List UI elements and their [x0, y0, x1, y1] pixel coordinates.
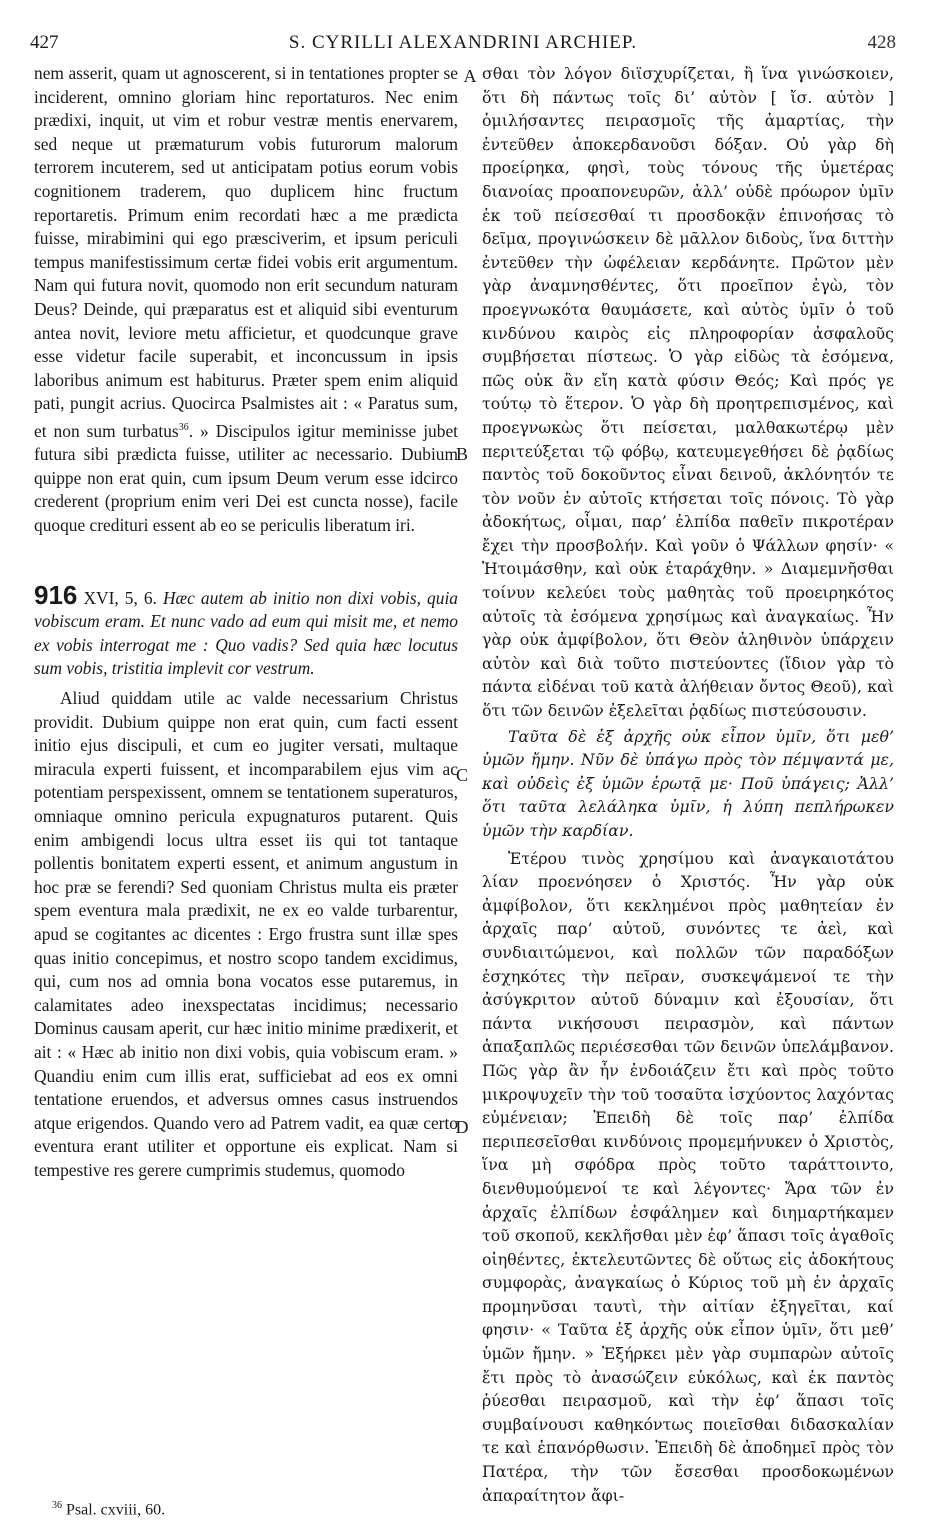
footnote-text: Psal. cxviii, 60.: [66, 1501, 166, 1519]
latin-verse: [34, 579, 458, 681]
verse-text: Hæc autem ab initio non dixi vobis, quia vobiscum eram. Et nunc vado ad eum qui misit me, et nemo ex vobis interrogat me : Quo vadis? Sed quia hæc locutus sum vobis, tristitia implevit cor vestrum.: [34, 587, 458, 679]
footnote: [52, 1500, 165, 1519]
verse-number: 916: [34, 579, 78, 610]
latin-text: . » Discipulos igitur meminisse jubet futura sibi prædicta fuisse, utiliter ac necessario. Dubium quippe non erat quin, cum ipsum Deum verum esse idcirco crederent (proprium enim veri Dei est cuncta nosse), facile quoque credituri essent ab eo se periculis liberatum iri.: [34, 420, 458, 536]
margin-letter-a: A: [463, 66, 477, 86]
latin-paragraph-2: Aliud quiddam utile ac valde necessarium Christus providit. Dubium quippe non erat quin, cum facti essent initio ejus discipuli, et cum eo jugiter versati, multaque miracula experti fuissent, et incomparabilem ejus vim ac potentiam perspexissent, omnem se tentationem superaturos, omniaque omnino pericula expugnaturos putarent. Quis enim ambigendi locus ultra esset iis qui tot tantaque pollentis bonitatem experti essent, et animum angustum in hoc præ se ferendi? Sed quoniam Christus multa eis præter spem eventura mala prædixit, ne ex eo valde turbarentur, apud se cogitantes ac dicentes : Ergo frustra sunt illæ spes quas initio concepimus, et nostro scopo tandem excidimus, qui, cum nos ad omnia bona vocatos esse putaremus, in calamitates adeo inexspectatas incidimus; necessario Dominus causam aperit, cur hæc initio minime prædixerit, et ait : « Hæc ab initio non dixi vobis, quia vobiscum eram. » Quandiu enim cum illis erat, sufficiebat ad eos ex omni tentatione eruendos, et adversus omnes casus instruendos atque erigendos. Quando vero ad Patrem vadit, ea quæ certo eventura erant utiliter et opportune eis explicat. Nam si tempestive res gerere cumprimis studemus, quomodo: [34, 688, 458, 1180]
greek-verse: Ταῦτα δὲ ἐξ ἀρχῆς οὐκ εἶπον ὑμῖν, ὅτι μεθ’ ὑμῶν ἤμην. Νῦν δὲ ὑπάγω πρὸς τὸν πέμψαντά με, καὶ οὐδεὶς ἐξ ὑμῶν ἐρωτᾷ με· Ποῦ ὑπάγεις; Ἀλλ’ ὅτι ταῦτα λελάληκα ὑμῖν, ἡ λύπη πεπλήρωκεν ὑμῶν τὴν καρδίαν.: [482, 726, 894, 840]
greek-paragraph-1: σθαι τὸν λόγον διϊσχυρίζεται, ἢ ἵνα γινώσκοιεν, ὅτι δὴ πάντως τοῖς δι’ αὐτὸν [ ἴσ. αὐτὸν ] ὁμιλήσαντες πειρασμοῖς τῆς ἁμαρτίας, τὴν ἐντεῦθεν ἀποκερδανοῦσι δόξαν. Οὐ γὰρ δὴ προείρηκα, φησὶ, τοὺς τόνους τῆς ὑμετέρας διανοίας προαπονευρῶν, ἀλλ’ οὐδὲ πρόωρον ὑμῖν ἐκ τοῦ πείσεσθαί τι προσδοκᾷν ἐπινοήσας τὸ δεῖμα, προγινώσκειν δὲ μᾶλλον διδοὺς, ἵνα διττὴν ἐντεῦθεν τὴν ὠφέλειαν κερδάνητε. Πρῶτον μὲν γὰρ ἀναμνησθέντες, ὅτι προεῖπον ἐγὼ, τὸν προεγνωκότα θαυμάσετε, καὶ αὐτὸς ὑμῖν ὁ τοῦ κινδύνου καιρὸς εἰς πληροφορίαν ἀσφαλοῦς συμβήσεται πίστεως. Ὁ γὰρ εἰδὼς τὰ ἐσόμενα, πῶς οὐκ ἂν εἴη κατὰ φύσιν Θεός; Καὶ πρός γε τούτῳ τὸ ἕτερον. Ὁ γὰρ δὴ προητρεπισμένος, καὶ προεγνωκὼς ὅτι πείσεται, μαλθακωτέρῳ μὲν περιτεύξεται τῷ φόβῳ, κατευμεγεθήσει δὲ ῥᾳδίως παντὸς τοῦ δοκοῦντος εἶναι δεινοῦ, ἀκλόνητόν τε τὸν νοῦν ἐν αὐτοῖς κτήσεται τοῖς πόνοις. Τὸ γὰρ ἀδοκήτως, οἶμαι, παρ’ ἐλπίδα παθεῖν πικροτέραν ἔχει τὴν προσβολήν. Καὶ γοῦν ὁ Ψάλλων φησίν· « Ἡτοιμάσθην, καὶ οὐκ ἐταράχθην. » Διαμεμνῆσθαι τοίνυν κελεύει τοὺς μαθητὰς τοῦ προειρηκότος αὐτοῖς τὰ ἐσόμενα χρησίμως καὶ ἀναγκαίως. Ἦν γὰρ οὐκ ἀμφίβολον, ὅτι Θεὸν ἀληθινὸν ὑπάρχειν αὐτὸν καὶ διὰ τοῦτο πιστεύοντες (ἴδιον γὰρ τὸ πάντα εἰδέναι τοῦ κατὰ ἀλήθειαν ὄντος Θεοῦ), καὶ ὅτι τῶν δεινῶν ἐξελεῖται ῥᾳδίως πιστεύσουσιν.: [482, 64, 894, 721]
latin-text: nem asserit, quam ut agnoscerent, si in tentationes propter se inciderent, omnino gloriam hinc reportaturos. Nec enim prædixi, inquit, ut vim et robur vestræ mentis enervarem, sed neque ut præmaturum vobis futurorum malorum terrorem incuterem, sed ut anticipatam potius eorum vobis cognitionem traderem, quo duplicem hinc fructum reportaretis. Primum enim recordati hæc a me prædicta fuisse, mirabimini qui ego præsciverim, et ipsum periculi tempus manifestissimum certæ fidei vobis erit argumentum. Nam qui futura novit, quomodo non erit secundum naturam Deus? Deinde, qui præparatus est et aliquid sibi eventurum antea novit, leviore metu afficietur, et quodcunque grave esse videtur facile superabit, et inconcussum in ipsis laboribus animum est habiturus. Præter spem enim aliquid pati, pungit acrius. Quocirca Psalmistes ait : « Paratus sum, et non sum turbatus: [34, 63, 458, 441]
greek-column: [482, 62, 894, 1505]
latin-column: [34, 62, 458, 1183]
footnote-number: 36: [52, 1500, 62, 1511]
page-number-left: 427: [30, 32, 59, 53]
page-header: [30, 32, 896, 58]
verse-reference: XVI, 5, 6.: [83, 587, 157, 608]
running-title: S. CYRILLI ALEXANDRINI ARCHIEP.: [288, 32, 638, 53]
greek-paragraph-2: Ἑτέρου τινὸς χρησίμου καὶ ἀναγκαιοτάτου λίαν προενόησεν ὁ Χριστός. Ἦν γὰρ οὐκ ἀμφίβολον, ὅτι κεκλημένοι πρὸς μαθητείαν ἐν ἀρχαῖς παρ’ αὐτοῦ, συνόντες τε ἀεὶ, καὶ συνδιαιτώμενοι, καὶ πολλῶν τῶν παραδόξων ἐσχηκότες τὴν πεῖραν, συσκεψάμενοί τε τὴν ἀσύγκριτον αὐτοῦ δύναμιν καὶ ἐξουσίαν, ὅτι πάντα νικήσουσι πειρασμὸν, καὶ πάντων ἁπαξαπλῶς περιέσεσθαι τῶν δεινῶν ὑπελάμβανον. Πῶς γὰρ ἂν ἦν ἐνδοιάζειν ἔτι καὶ πρὸς τοῦτο μικροψυχεῖν τὴν τοῦ τοσαῦτα ἰσχύοντος λαχόντας εὐμένειαν; Ἐπειδὴ δὲ τοῖς παρ’ ἐλπίδα περιπεσεῖσθαι κινδύνοις προμεμήνυκεν ὁ Χριστὸς, ἵνα μὴ σφόδρα πρὸς τοῦτο ταράττοιντο, διενθυμούμενοί τε καὶ λέγοντες· Ἄρα τῶν ἐν ἀρχαῖς ἐλπίδων ἐσφάλημεν καὶ διημαρτήκαμεν τοῦ σκοποῦ, κεκλῆσθαι μὲν ἐφ’ ἅπασι τοῖς ἀγαθοῖς οἰηθέντες, ἐκτελευτῶντες δὲ οὕτως εἰς ἀδοκήτους συμφορὰς, ἀναγκαίως ὁ Κύριος τοῦ μὴ ἐν ἀρχαῖς προμηνῦσαι ταυτὶ, τὴν αἰτίαν ἐξηγεῖται, καί φησιν· « Ταῦτα ἐξ ἀρχῆς οὐκ εἶπον ὑμῖν, ὅτι μεθ’ ὑμῶν ἤμην. » Ἐξήρκει μὲν γὰρ συμπαρὼν αὐτοῖς ἔτι πρὸς τὸ ἀνασώζειν εὐκόλως, καὶ ἐκ παντὸς ῥύεσθαι πειρασμοῦ, καὶ τὴν ἐφ’ ἅπασι τοῖς συμβαίνουσι καθηκόντως ποιεῖσθαι διδασκαλίαν τε καὶ ἐπανόρθωσιν. Ἐπειδὴ δὲ ἀποδημεῖ πρὸς τὸν Πατέρα, τὴν τῶν ἔσεσθαι προσδοκωμένων ἀπαραίτητον ἄφι-: [482, 848, 894, 1505]
margin-letter-c: C: [455, 765, 468, 785]
footnote-ref: 36: [178, 421, 189, 433]
page-number-right: 428: [867, 32, 896, 53]
margin-letter-b: B: [455, 444, 468, 464]
latin-paragraph-1: [34, 62, 458, 538]
margin-letter-d: D: [455, 1117, 469, 1137]
